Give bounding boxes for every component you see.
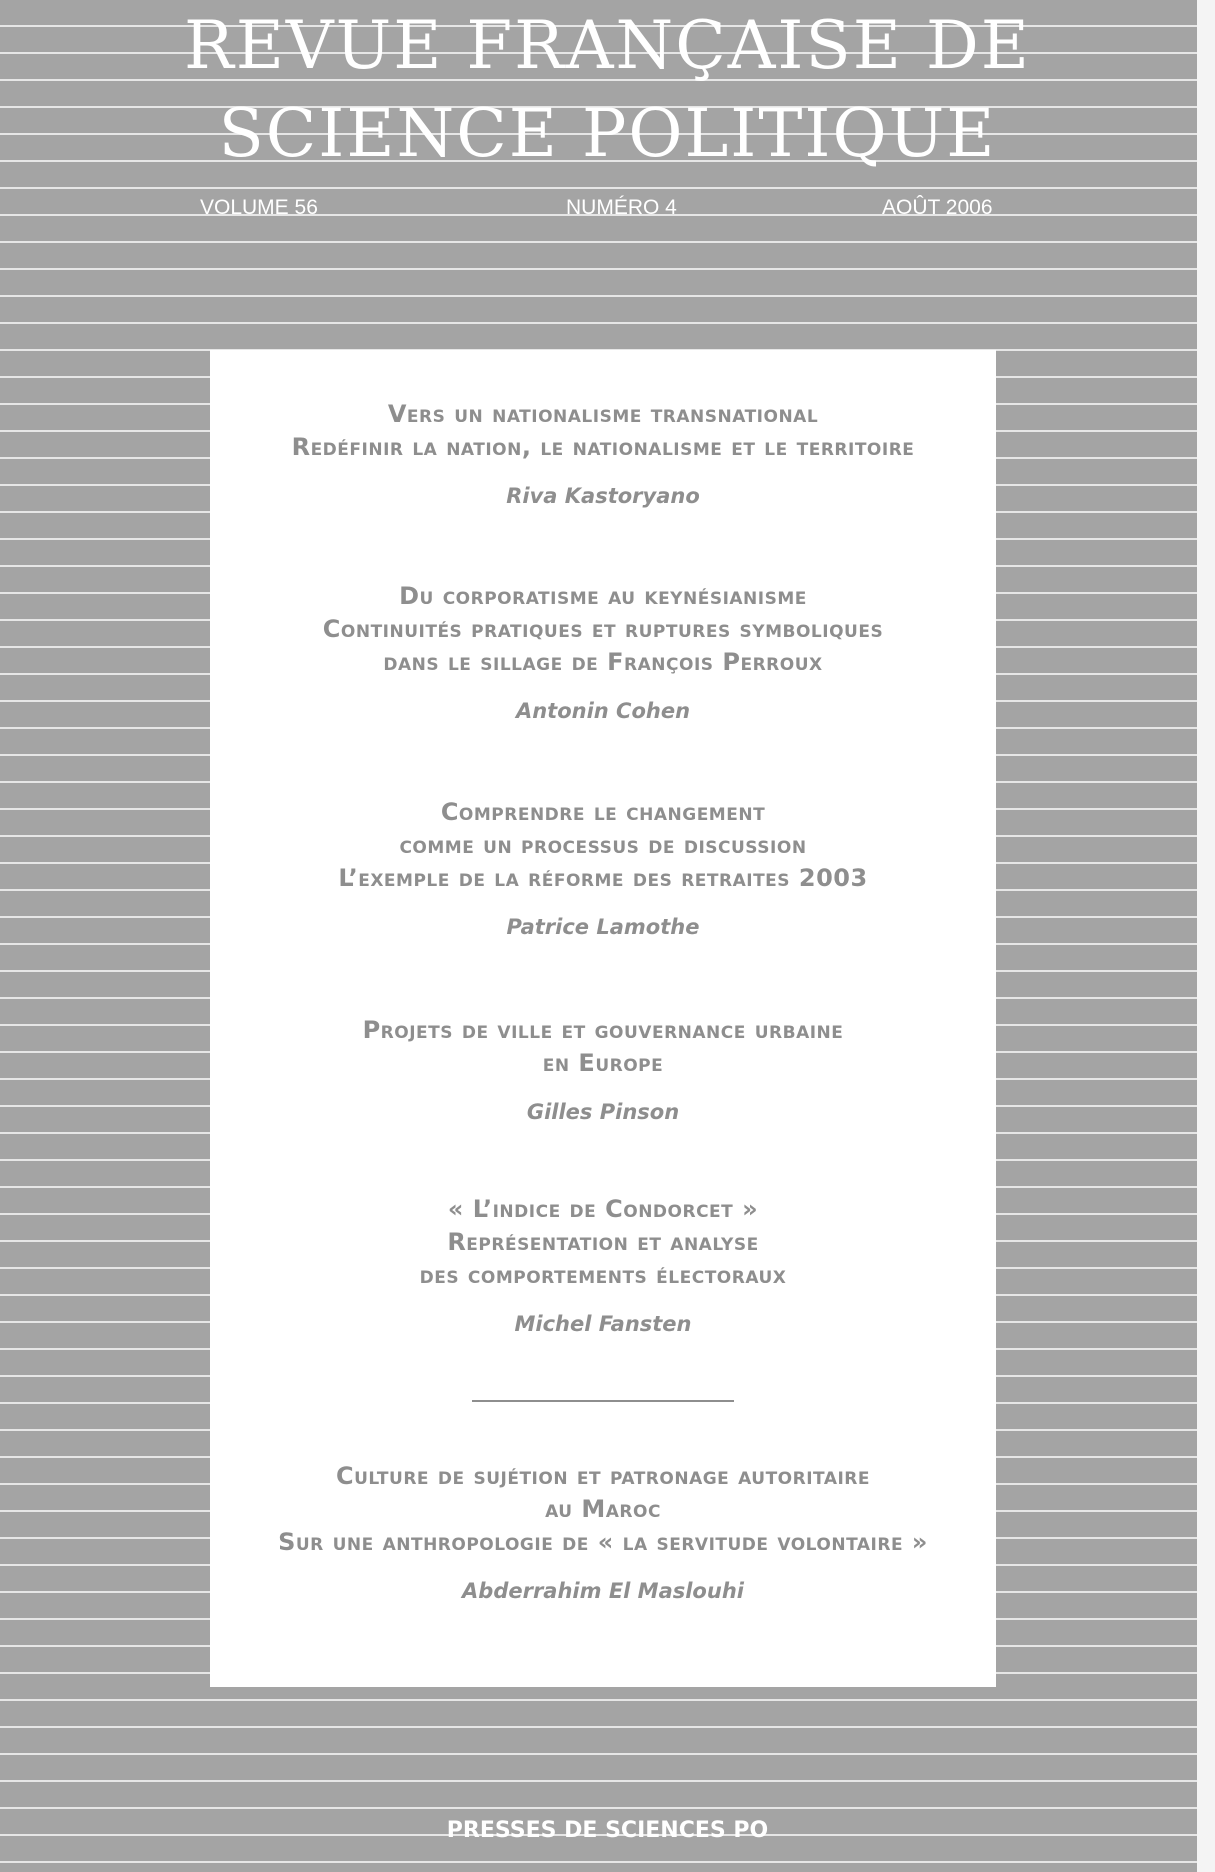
article-title-line: Redéfinir la nation, le nationalisme et le territoire [291, 433, 915, 461]
page-edge [1197, 0, 1215, 1872]
article-author: Michel Fansten [514, 1312, 692, 1336]
article-title-line: dans le sillage de François Perroux [383, 648, 823, 676]
article-title-line: en Europe [542, 1049, 664, 1077]
article-title-line: Sur une anthropologie de « la servitude volontaire » [278, 1528, 928, 1556]
journal-title [0, 2, 1215, 178]
article-author: Abderrahim El Maslouhi [462, 1579, 744, 1603]
article-title-line: Culture de sujétion et patronage autoritaire [335, 1462, 871, 1490]
article-title-line: au Maroc [545, 1495, 661, 1523]
article-title-line: Représentation et analyse [447, 1228, 759, 1256]
article-title-line: Continuités pratiques et ruptures symboliques [322, 615, 884, 643]
publisher-name: PRESSES DE SCIENCES PO [446, 1818, 769, 1843]
article-entry [210, 1460, 996, 1603]
journal-title-line-2: SCIENCE POLITIQUE [218, 95, 997, 172]
contents-panel [210, 350, 996, 1687]
article-entry [210, 398, 996, 508]
article-title-line: Du corporatisme au keynésianisme [399, 582, 807, 610]
article-title-line: comme un processus de discussion [399, 831, 807, 859]
issue-date: AOÛT 2006 [882, 196, 993, 219]
issue-number: NUMÉRO 4 [566, 196, 677, 219]
article-title-line: des comportements électoraux [419, 1261, 787, 1289]
article-author: Riva Kastoryano [506, 484, 700, 508]
article-author: Patrice Lamothe [506, 915, 700, 939]
article-title-line: Projets de ville et gouvernance urbaine [362, 1016, 844, 1044]
issue-volume: VOLUME 56 [200, 196, 318, 219]
journal-title-line-1: REVUE FRANÇAISE DE [184, 7, 1031, 84]
article-entry [210, 796, 996, 939]
article-title-line: « L’indice de Condorcet » [447, 1195, 759, 1223]
article-author: Gilles Pinson [526, 1100, 680, 1124]
article-title-line: Vers un nationalisme transnational [387, 400, 819, 428]
article-title-line: L’exemple de la réforme des retraites 2003 [338, 864, 868, 892]
article-entry [210, 1193, 996, 1336]
section-divider [472, 1400, 734, 1402]
article-entry [210, 580, 996, 723]
article-title-line: Comprendre le changement [440, 798, 766, 826]
article-entry [210, 1014, 996, 1124]
article-author: Antonin Cohen [515, 699, 691, 723]
